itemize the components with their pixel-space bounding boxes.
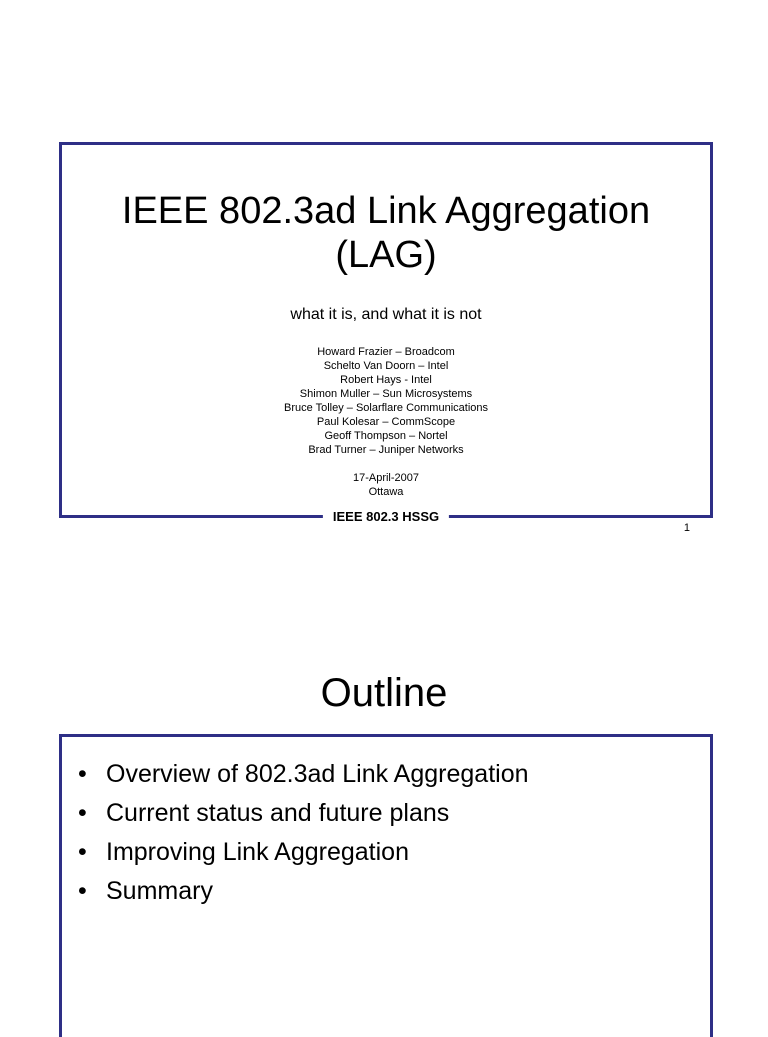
list-item-text: Improving Link Aggregation [106,838,409,866]
title-line-2: (LAG) [335,234,437,276]
author-item: Paul Kolesar – CommScope [316,416,456,428]
author-item: Robert Hays - Intel [340,374,432,386]
list-item-text: Summary [106,877,213,905]
author-list [62,345,710,457]
title-line-1: IEEE 802.3ad Link Aggregation [121,190,651,232]
list-item [78,755,529,794]
page-number: 1 [683,522,690,534]
author-item: Howard Frazier – Broadcom [317,346,455,358]
list-item-text: Overview of 802.3ad Link Aggregation [106,760,529,788]
slide-footer: IEEE 802.3 HSSG [323,507,449,527]
outline-title: Outline [320,671,448,715]
bullet-icon: • [78,760,87,788]
bullet-icon: • [78,838,87,866]
list-item [78,794,529,833]
author-item: Schelto Van Doorn – Intel [323,360,449,372]
date-place [62,471,710,499]
outline-slide [59,734,713,1037]
outline-list [78,755,529,911]
bullet-icon: • [78,799,87,827]
title-slide [59,142,713,524]
list-item [78,872,529,911]
presentation-date: 17-April-2007 [352,472,420,484]
bullet-icon: • [78,877,87,905]
author-item: Shimon Muller – Sun Microsystems [299,388,473,400]
list-item-text: Current status and future plans [106,799,450,827]
slide-subtitle: what it is, and what it is not [290,306,482,323]
presentation-place: Ottawa [368,486,404,498]
author-item: Bruce Tolley – Solarflare Communications [284,402,488,414]
slide-title [62,189,710,277]
author-item: Geoff Thompson – Nortel [324,430,448,442]
list-item [78,833,529,872]
author-item: Brad Turner – Juniper Networks [308,444,464,456]
